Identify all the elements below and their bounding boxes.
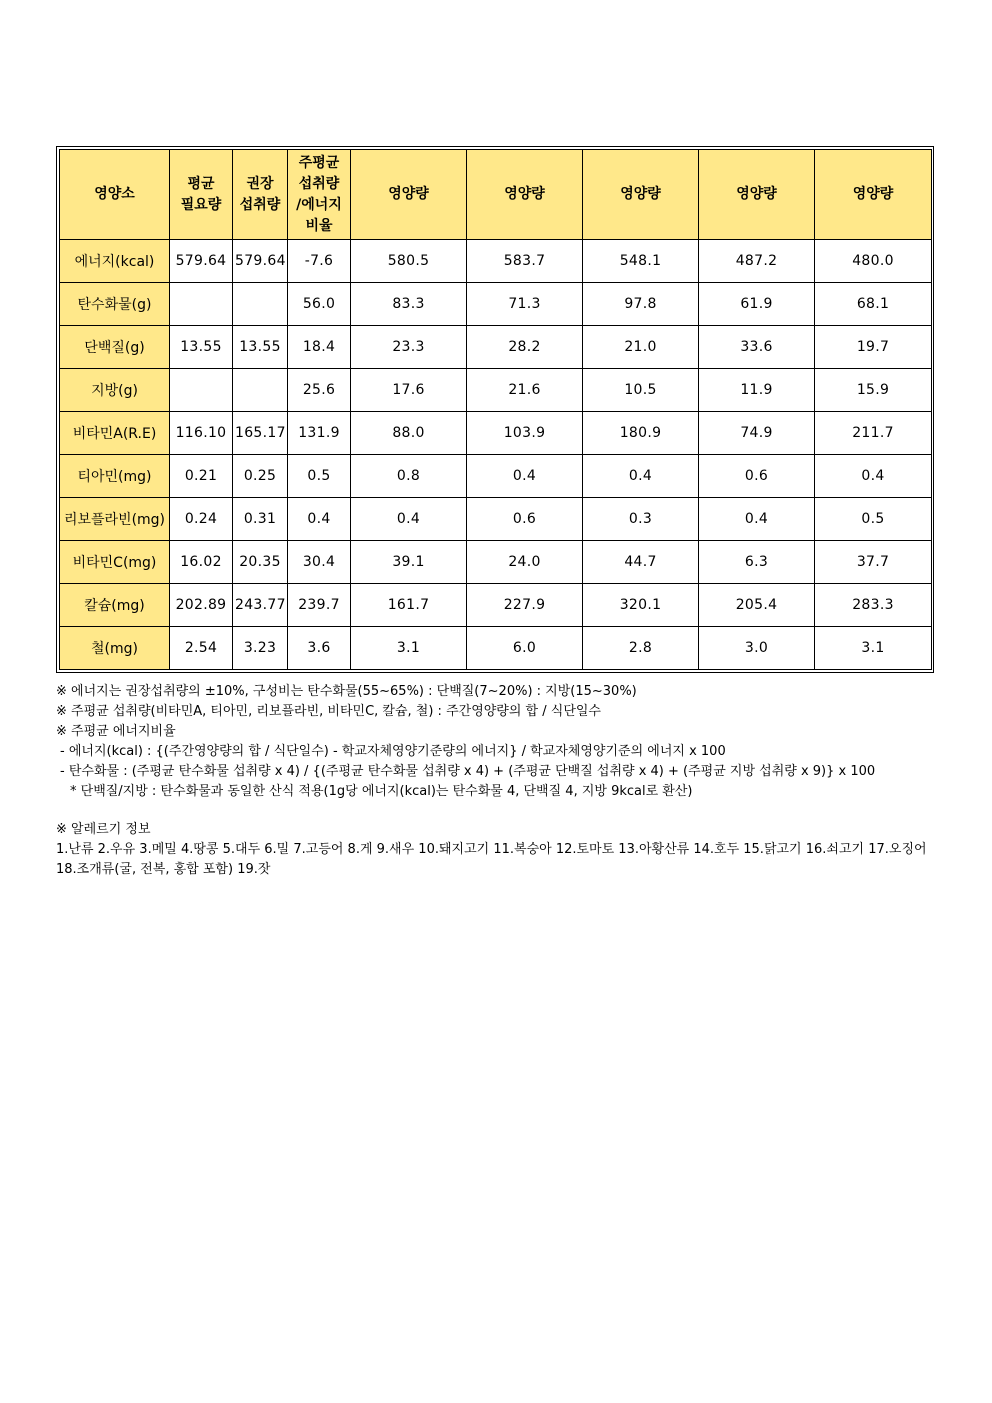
table-cell: 0.6 xyxy=(699,455,815,498)
table-cell: 71.3 xyxy=(467,283,583,326)
allergy-list: 1.난류 2.우유 3.메밀 4.땅콩 5.대두 6.밀 7.고등어 8.게 9.새우 10.돼지고기 11.복숭아 12.토마토 13.아황산류 14.호두 15.닭고기 16.쇠고기 17.오징어 18.조개류(굴, 전복, 홍합 포함) 19.잣 xyxy=(56,842,927,877)
table-cell: 0.25 xyxy=(233,455,288,498)
column-header: 주평균 섭취량 /에너지 비율 xyxy=(288,150,351,240)
table-cell: 21.6 xyxy=(467,369,583,412)
table-cell: 25.6 xyxy=(288,369,351,412)
table-cell: 116.10 xyxy=(170,412,233,455)
table-cell: 56.0 xyxy=(288,283,351,326)
table-cell: 283.3 xyxy=(815,584,932,627)
table-cell: 548.1 xyxy=(583,240,699,283)
nutrient-name-cell: 비타민A(R.E) xyxy=(60,412,170,455)
table-cell: 243.77 xyxy=(233,584,288,627)
table-cell: 239.7 xyxy=(288,584,351,627)
table-row xyxy=(60,541,932,584)
table-cell: 6.3 xyxy=(699,541,815,584)
table-row xyxy=(60,498,932,541)
table-cell xyxy=(170,283,233,326)
nutrient-name-cell: 칼슘(mg) xyxy=(60,584,170,627)
table-row xyxy=(60,412,932,455)
nutrient-name-cell: 에너지(kcal) xyxy=(60,240,170,283)
table-cell: 0.4 xyxy=(288,498,351,541)
table-cell xyxy=(170,369,233,412)
table-cell: 28.2 xyxy=(467,326,583,369)
table-cell: 0.8 xyxy=(351,455,467,498)
table-cell: 0.4 xyxy=(351,498,467,541)
table-body xyxy=(60,240,932,670)
table-cell: 0.4 xyxy=(467,455,583,498)
note-protein-fat: * 단백질/지방 : 탄수화물과 동일한 산식 적용(1g당 에너지(kcal)는 탄수화물 4, 단백질 4, 지방 9kcal로 환산) xyxy=(70,784,693,799)
table-cell: 131.9 xyxy=(288,412,351,455)
table-cell: 205.4 xyxy=(699,584,815,627)
table-cell: 480.0 xyxy=(815,240,932,283)
column-header: 영양량 xyxy=(699,150,815,240)
table-cell: 19.7 xyxy=(815,326,932,369)
table-cell: 11.9 xyxy=(699,369,815,412)
nutrition-table xyxy=(59,149,932,670)
note-weekly-average: ※ 주평균 섭취량(비타민A, 티아민, 리보플라빈, 비타민C, 칼슘, 철) : 주간영양량의 합 / 식단일수 xyxy=(56,704,601,719)
table-cell: 88.0 xyxy=(351,412,467,455)
note-energy-formula: - 에너지(kcal) : {(주간영양량의 합 / 식단일수) - 학교자체영양기준량의 에너지} / 학교자체영양기준의 에너지 x 100 xyxy=(60,744,726,759)
table-row xyxy=(60,369,932,412)
allergy-title: ※ 알레르기 정보 xyxy=(56,822,151,837)
table-cell: 0.3 xyxy=(583,498,699,541)
nutrient-name-cell: 비타민C(mg) xyxy=(60,541,170,584)
table-cell: 3.6 xyxy=(288,627,351,670)
table-cell: 487.2 xyxy=(699,240,815,283)
table-cell: 39.1 xyxy=(351,541,467,584)
note-energy-range: ※ 에너지는 권장섭취량의 ±10%, 구성비는 탄수화물(55~65%) : 단백질(7~20%) : 지방(15~30%) xyxy=(56,684,637,699)
table-cell: 15.9 xyxy=(815,369,932,412)
table-cell: 0.4 xyxy=(815,455,932,498)
table-cell: 20.35 xyxy=(233,541,288,584)
column-header: 영양량 xyxy=(467,150,583,240)
table-cell: 579.64 xyxy=(170,240,233,283)
table-cell: 0.31 xyxy=(233,498,288,541)
table-cell xyxy=(233,369,288,412)
table-cell: 16.02 xyxy=(170,541,233,584)
table-cell: 579.64 xyxy=(233,240,288,283)
table-cell: 0.24 xyxy=(170,498,233,541)
table-cell xyxy=(233,283,288,326)
nutrient-name-cell: 리보플라빈(mg) xyxy=(60,498,170,541)
column-header: 권장 섭취량 xyxy=(233,150,288,240)
note-energy-ratio-title: ※ 주평균 에너지비율 xyxy=(56,724,176,739)
table-cell: 37.7 xyxy=(815,541,932,584)
table-cell: 13.55 xyxy=(170,326,233,369)
table-cell: 320.1 xyxy=(583,584,699,627)
table-row xyxy=(60,455,932,498)
table-cell: 74.9 xyxy=(699,412,815,455)
table-cell: 33.6 xyxy=(699,326,815,369)
table-cell: 0.5 xyxy=(815,498,932,541)
table-cell: 10.5 xyxy=(583,369,699,412)
table-cell: 180.9 xyxy=(583,412,699,455)
nutrient-name-cell: 단백질(g) xyxy=(60,326,170,369)
table-cell: 211.7 xyxy=(815,412,932,455)
nutrition-table-frame xyxy=(56,146,934,673)
note-carbohydrate-formula: - 탄수화물 : (주평균 탄수화물 섭취량 x 4) / {(주평균 탄수화물 섭취량 x 4) + (주평균 단백질 섭취량 x 4) + (주평균 지방 섭취량 x 9)} x 100 xyxy=(60,764,876,779)
table-cell: 0.4 xyxy=(583,455,699,498)
table-cell: 24.0 xyxy=(467,541,583,584)
column-header: 영양량 xyxy=(815,150,932,240)
table-cell: 3.23 xyxy=(233,627,288,670)
table-cell: 2.54 xyxy=(170,627,233,670)
table-row xyxy=(60,283,932,326)
table-cell: 103.9 xyxy=(467,412,583,455)
table-cell: 580.5 xyxy=(351,240,467,283)
table-cell: 165.17 xyxy=(233,412,288,455)
table-row xyxy=(60,326,932,369)
table-cell: 61.9 xyxy=(699,283,815,326)
table-cell: 18.4 xyxy=(288,326,351,369)
table-cell: 6.0 xyxy=(467,627,583,670)
table-header-row xyxy=(60,150,932,240)
nutrient-name-cell: 티아민(mg) xyxy=(60,455,170,498)
table-cell: 227.9 xyxy=(467,584,583,627)
table-row xyxy=(60,584,932,627)
nutrient-name-cell: 지방(g) xyxy=(60,369,170,412)
table-row xyxy=(60,627,932,670)
table-cell: 202.89 xyxy=(170,584,233,627)
table-cell: 68.1 xyxy=(815,283,932,326)
column-header: 영양소 xyxy=(60,150,170,240)
table-cell: 583.7 xyxy=(467,240,583,283)
table-cell: 3.0 xyxy=(699,627,815,670)
table-cell: 0.4 xyxy=(699,498,815,541)
column-header: 영양량 xyxy=(583,150,699,240)
table-cell: 17.6 xyxy=(351,369,467,412)
table-cell: 30.4 xyxy=(288,541,351,584)
table-row xyxy=(60,240,932,283)
table-cell: 0.6 xyxy=(467,498,583,541)
notes-section xyxy=(56,682,938,880)
table-cell: 97.8 xyxy=(583,283,699,326)
table-cell: 0.5 xyxy=(288,455,351,498)
table-cell: -7.6 xyxy=(288,240,351,283)
table-cell: 13.55 xyxy=(233,326,288,369)
spacer xyxy=(56,802,938,820)
column-header: 평균 필요량 xyxy=(170,150,233,240)
table-cell: 0.21 xyxy=(170,455,233,498)
table-cell: 3.1 xyxy=(351,627,467,670)
table-cell: 2.8 xyxy=(583,627,699,670)
nutrient-name-cell: 탄수화물(g) xyxy=(60,283,170,326)
column-header: 영양량 xyxy=(351,150,467,240)
table-cell: 21.0 xyxy=(583,326,699,369)
table-cell: 23.3 xyxy=(351,326,467,369)
table-cell: 161.7 xyxy=(351,584,467,627)
nutrient-name-cell: 철(mg) xyxy=(60,627,170,670)
table-cell: 3.1 xyxy=(815,627,932,670)
table-cell: 83.3 xyxy=(351,283,467,326)
table-cell: 44.7 xyxy=(583,541,699,584)
